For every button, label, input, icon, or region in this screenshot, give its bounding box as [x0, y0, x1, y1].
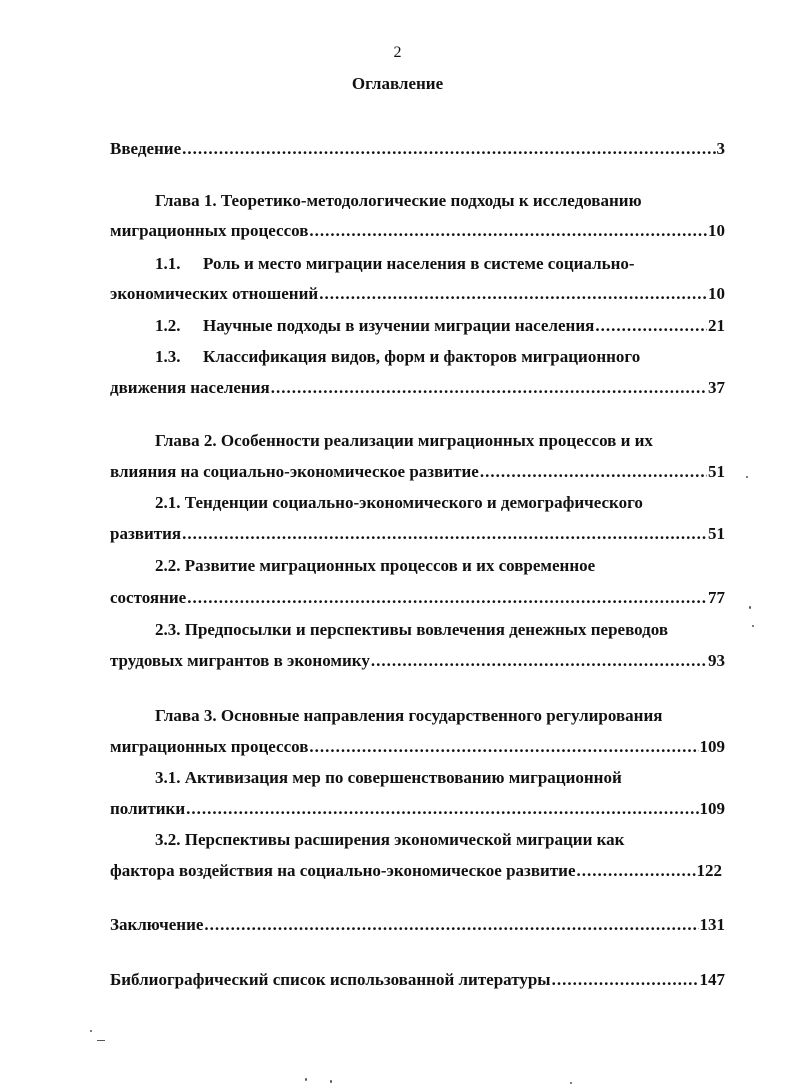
toc-entry-section-3-2[interactable]: 3.2. Перспективы расширения экономической миграции как: [155, 830, 625, 849]
toc-entry-section-2-2-cont[interactable]: [110, 587, 725, 609]
toc-page-number: 77: [708, 588, 725, 607]
toc-page-number: 131: [699, 915, 725, 934]
toc-label: движения населения: [110, 378, 270, 397]
toc-page-number: 3: [716, 139, 725, 158]
dot-leader: [595, 315, 707, 337]
toc-page-number: 21: [708, 316, 725, 335]
scan-speck: [746, 476, 748, 478]
page-title: Оглавление: [351, 74, 444, 93]
toc-label: [155, 315, 594, 337]
toc-entry-bibliography[interactable]: [110, 969, 725, 991]
toc-entry-section-1-3-cont[interactable]: [110, 377, 725, 399]
toc-entry-chapter-2[interactable]: Глава 2. Особенности реализации миграционных процессов и их: [155, 431, 653, 450]
scan-speck: [570, 1082, 572, 1084]
toc-label: фактора воздействия на социально-экономическое развитие: [110, 861, 576, 880]
toc-label: миграционных процессов: [110, 221, 309, 240]
dot-leader: [186, 798, 698, 820]
toc-label: трудовых мигрантов в экономику: [110, 651, 370, 670]
dot-leader: [309, 736, 698, 758]
toc-entry-introduction[interactable]: [110, 138, 725, 160]
toc-label: Научные подходы в изучении миграции населения: [203, 316, 595, 335]
toc-page-number: 10: [708, 284, 725, 303]
toc-entry-chapter-1[interactable]: Глава 1. Теоретико-методологические подходы к исследованию: [155, 191, 642, 210]
toc-entry-conclusion[interactable]: [110, 914, 725, 936]
toc-label: Классификация видов, форм и факторов миграционного: [203, 347, 641, 366]
dot-leader: [552, 969, 699, 991]
scan-speck: [90, 1030, 92, 1032]
toc-label: Введение: [110, 139, 182, 158]
section-number: 1.3.: [155, 347, 181, 366]
toc-label: политики: [110, 799, 186, 818]
toc-entry-section-1-1[interactable]: [155, 253, 725, 275]
toc-entry-section-2-3[interactable]: 2.3. Предпосылки и перспективы вовлечения денежных переводов: [155, 620, 669, 639]
toc-label: влияния на социально-экономическое развитие: [110, 462, 479, 481]
toc-page-number: 51: [708, 462, 725, 481]
scan-speck: [749, 606, 751, 609]
dot-leader: [187, 587, 707, 609]
toc-entry-chapter-1-cont[interactable]: [110, 220, 725, 242]
dot-leader: [271, 377, 707, 399]
toc-entry-chapter-3-cont[interactable]: [110, 736, 725, 758]
toc-label: Заключение: [110, 915, 204, 934]
toc-label: Роль и место миграции населения в системе социально-: [203, 254, 635, 273]
section-number: 1.1.: [155, 254, 181, 273]
scan-speck: [97, 1040, 105, 1041]
toc-page-number: 51: [708, 524, 725, 543]
scan-speck: [305, 1078, 307, 1081]
dot-leader: [182, 523, 707, 545]
dot-leader: [577, 860, 696, 882]
toc-entry-section-1-1-cont[interactable]: [110, 283, 725, 305]
toc-entry-section-1-3[interactable]: [155, 346, 725, 368]
toc-entry-section-3-2-cont[interactable]: [110, 860, 722, 882]
toc-entry-section-2-1[interactable]: 2.1. Тенденции социально-экономического и демографического: [155, 493, 643, 512]
dot-leader: [309, 220, 707, 242]
toc-page-number: 93: [708, 651, 725, 670]
toc-entry-section-1-2[interactable]: [155, 315, 725, 337]
toc-entry-section-3-1-cont[interactable]: [110, 798, 725, 820]
toc-label: Библиографический список использованной литературы: [110, 970, 551, 989]
toc-entry-chapter-2-cont[interactable]: [110, 461, 725, 483]
toc-page-number: 10: [708, 221, 725, 240]
toc-page-number: 109: [699, 737, 725, 756]
toc-entry-section-3-1[interactable]: 3.1. Активизация мер по совершенствованию миграционной: [155, 768, 622, 787]
dot-leader: [204, 914, 698, 936]
dot-leader: [371, 650, 707, 672]
toc-label: миграционных процессов: [110, 737, 309, 756]
toc-entry-chapter-3[interactable]: Глава 3. Основные направления государственного регулирования: [155, 706, 663, 725]
scan-speck: [330, 1080, 332, 1083]
page-number: 2: [393, 44, 402, 61]
toc-page-number: 147: [699, 970, 725, 989]
dot-leader: [182, 138, 715, 160]
dot-leader: [319, 283, 707, 305]
toc-page-number: 37: [708, 378, 725, 397]
toc-label: состояние: [110, 588, 187, 607]
toc-entry-section-2-2[interactable]: 2.2. Развитие миграционных процессов и их современное: [155, 556, 596, 575]
dot-leader: [480, 461, 707, 483]
scan-speck: [752, 625, 754, 627]
toc-label: экономических отношений: [110, 284, 319, 303]
toc-page-number: 109: [699, 799, 725, 818]
toc-entry-section-2-3-cont[interactable]: [110, 650, 725, 672]
toc-label: развития: [110, 524, 182, 543]
toc-page-number: 122: [696, 861, 722, 880]
toc-entry-section-2-1-cont[interactable]: [110, 523, 725, 545]
section-number: 1.2.: [155, 316, 181, 335]
